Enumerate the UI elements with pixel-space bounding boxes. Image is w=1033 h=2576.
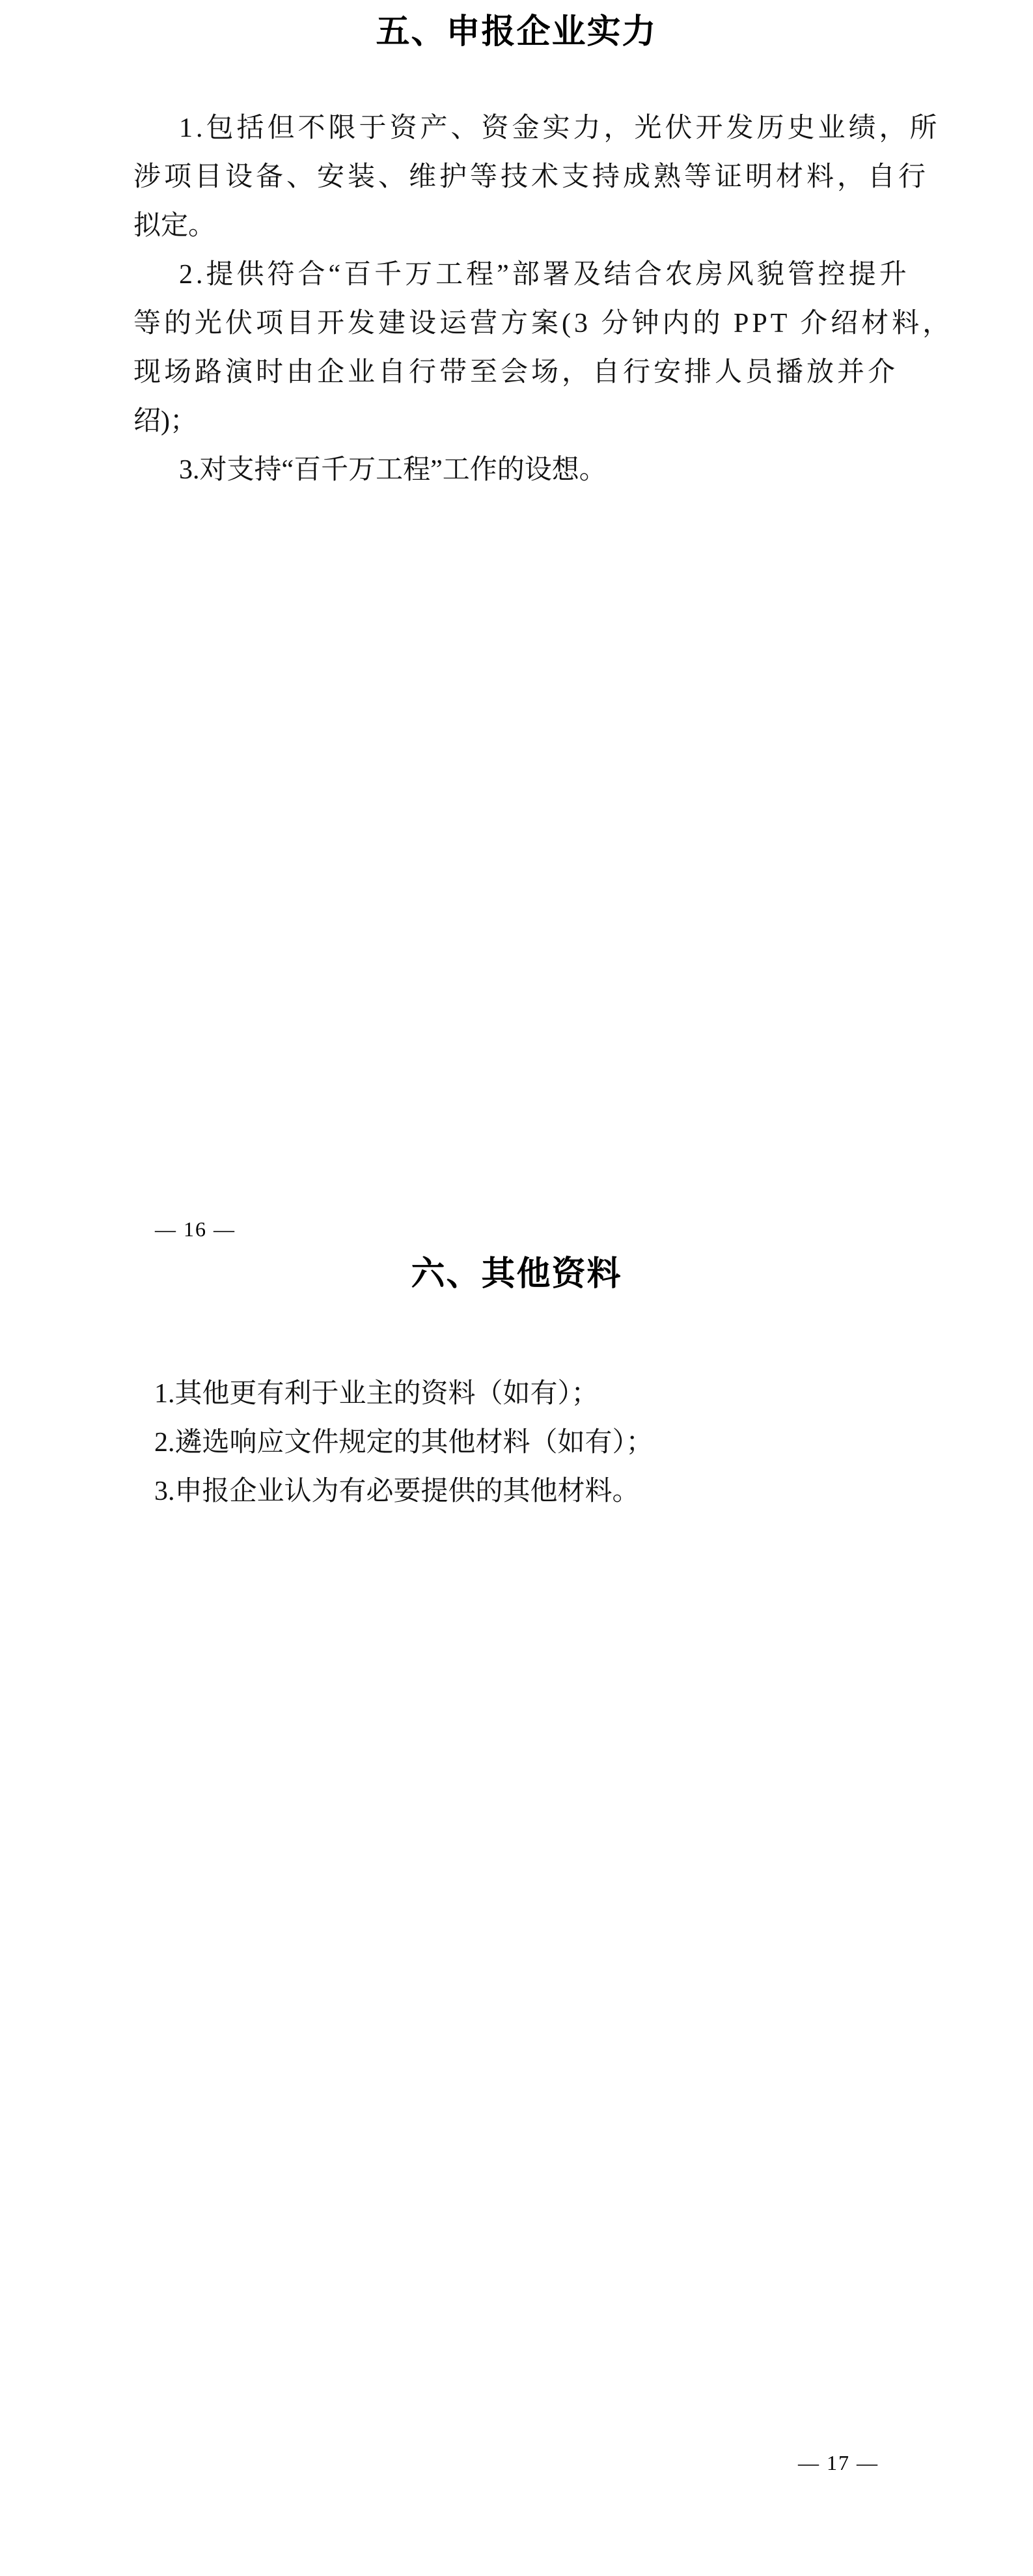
section-title-5: 五、申报企业实力 xyxy=(376,13,657,51)
text-line: 现场路演时由企业自行带至会场，自行安排人员播放并介 xyxy=(133,357,899,387)
page-17-body xyxy=(154,1370,903,1516)
section-title-6: 六、其他资料 xyxy=(411,1255,622,1293)
text-line: 3.对支持“百千万工程”工作的设想。 xyxy=(179,455,607,485)
list-item: 3.申报企业认为有必要提供的其他材料。 xyxy=(154,1476,640,1506)
page-16-body xyxy=(133,104,954,495)
text-line: 等的光伏项目开发建设运营方案(3 分钟内的 PPT 介绍材料， xyxy=(133,309,954,339)
list-item: 2.遴选响应文件规定的其他材料（如有）； xyxy=(154,1428,654,1458)
list-item: 1.其他更有利于业主的资料（如有）； xyxy=(154,1379,599,1409)
text-line: 1.包括但不限于资产、资金实力，光伏开发历史业绩，所 xyxy=(179,113,941,143)
text-line: 涉项目设备、安装、维护等技术支持成熟等证明材料，自行 xyxy=(133,162,930,192)
page-number-17: — 17 — xyxy=(798,2451,879,2474)
text-line: 拟定。 xyxy=(133,211,216,241)
text-line: 绍)； xyxy=(133,406,197,436)
page-number-16: — 16 — xyxy=(155,1217,236,1241)
text-line: 2.提供符合“百千万工程”部署及结合农房风貌管控提升 xyxy=(179,260,910,290)
